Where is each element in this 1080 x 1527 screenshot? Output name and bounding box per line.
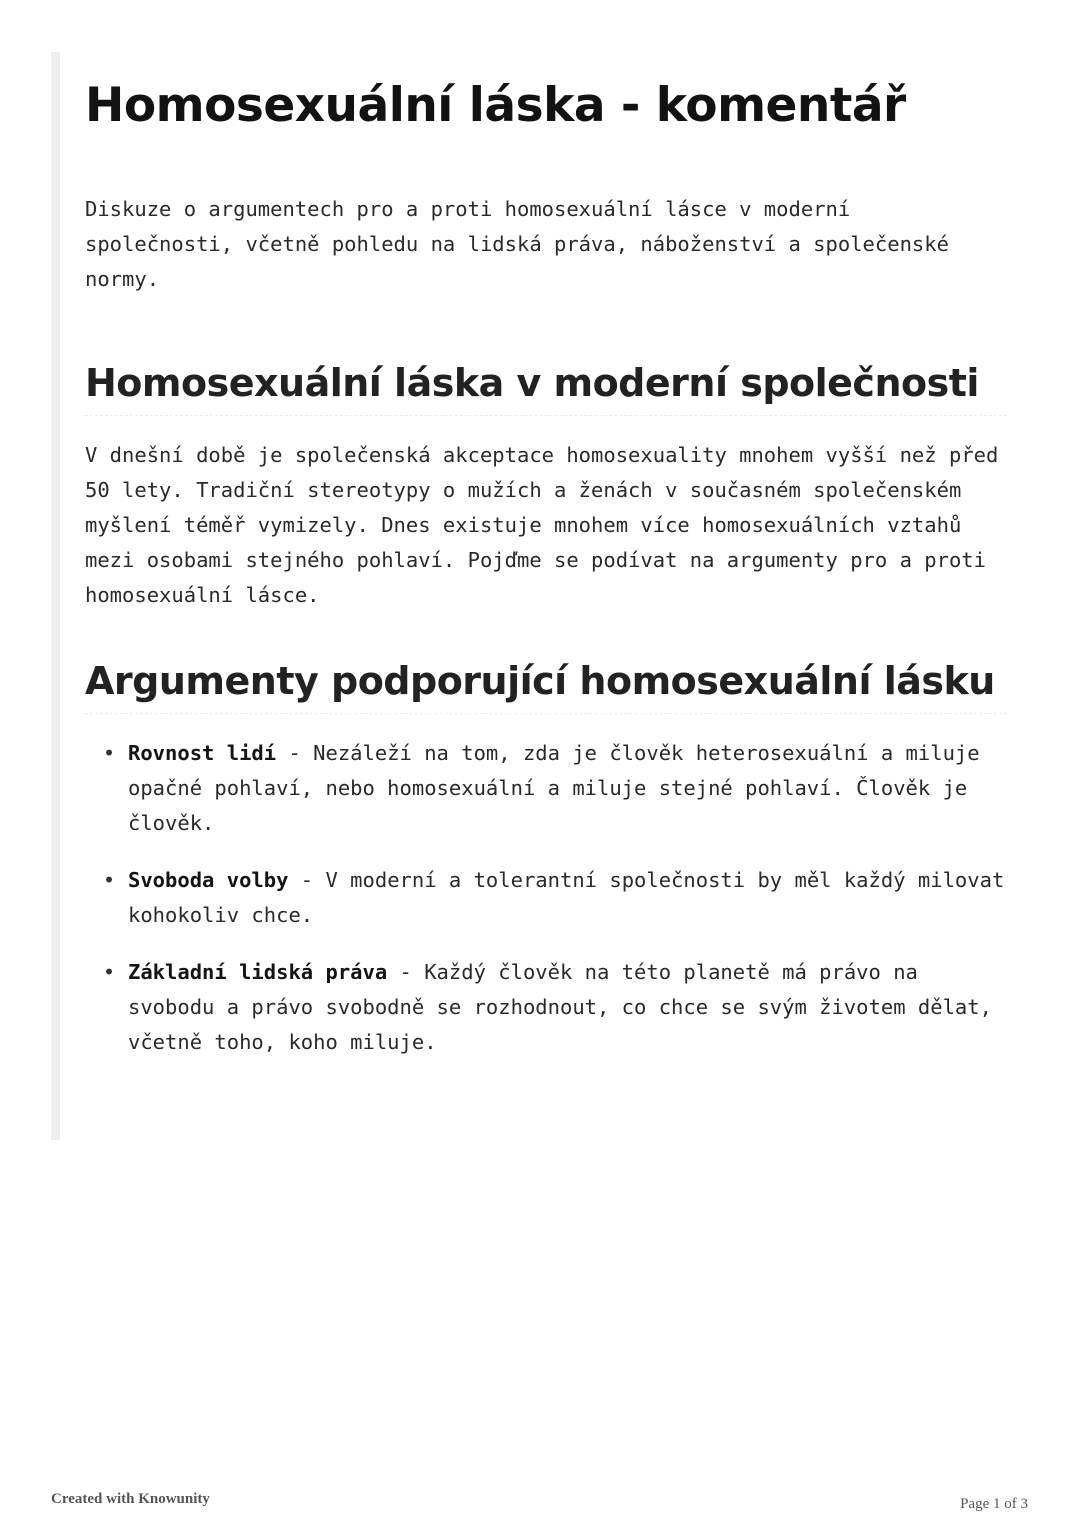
bullet-icon: •: [103, 868, 116, 892]
list-item: [85, 955, 1007, 1060]
document-title: Homosexuální láska - komentář: [85, 78, 906, 133]
bullet-icon: •: [103, 741, 116, 765]
list-item: [85, 863, 1007, 933]
argument-term: Svoboda volby: [128, 868, 289, 892]
argument-term: Základní lidská práva: [128, 960, 388, 984]
arguments-list: [85, 736, 1007, 1060]
footer-created-with: Created with Knowunity: [51, 1491, 210, 1507]
argument-text: - Každý člověk na této planetě má právo na svobodu a právo svobodně se rozhodnout, co chce se svým životem dělat, včetně toho, koho miluje.: [128, 960, 992, 1054]
bullet-icon: •: [103, 960, 116, 984]
document-content: [85, 70, 1007, 1082]
argument-term: Rovnost lidí: [128, 741, 277, 765]
left-accent-bar: [51, 52, 60, 1140]
intro-paragraph: Diskuze o argumentech pro a proti homosexuální lásce v moderní společnosti, včetně pohledu na lidská práva, náboženství a společenské normy.: [85, 197, 949, 291]
section-heading-modern-society: Homosexuální láska v moderní společnosti: [85, 355, 1007, 416]
footer-page-number: Page 1 of 3: [960, 1496, 1028, 1512]
section-paragraph-modern-society: V dnešní době je společenská akceptace homosexuality mnohem vyšší než před 50 lety. Tradiční stereotypy o mužích a ženách v současném společenském myšlení téměř vymizely. Dnes existuje mnohem více homosexuálních vztahů mezi osobami stejného pohlaví. Pojďme se podívat na argumenty pro a proti homosexuální lásce.: [85, 443, 999, 607]
list-item: [85, 736, 1007, 841]
argument-text: - V moderní a tolerantní společnosti by měl každý milovat kohokoliv chce.: [128, 868, 1005, 927]
argument-text: - Nezáleží na tom, zda je člověk heterosexuální a miluje opačné pohlaví, nebo homosexuální a miluje stejné pohlaví. Člověk je člověk.: [128, 741, 980, 835]
section-heading-supporting-arguments: Argumenty podporující homosexuální lásku: [85, 653, 1007, 714]
